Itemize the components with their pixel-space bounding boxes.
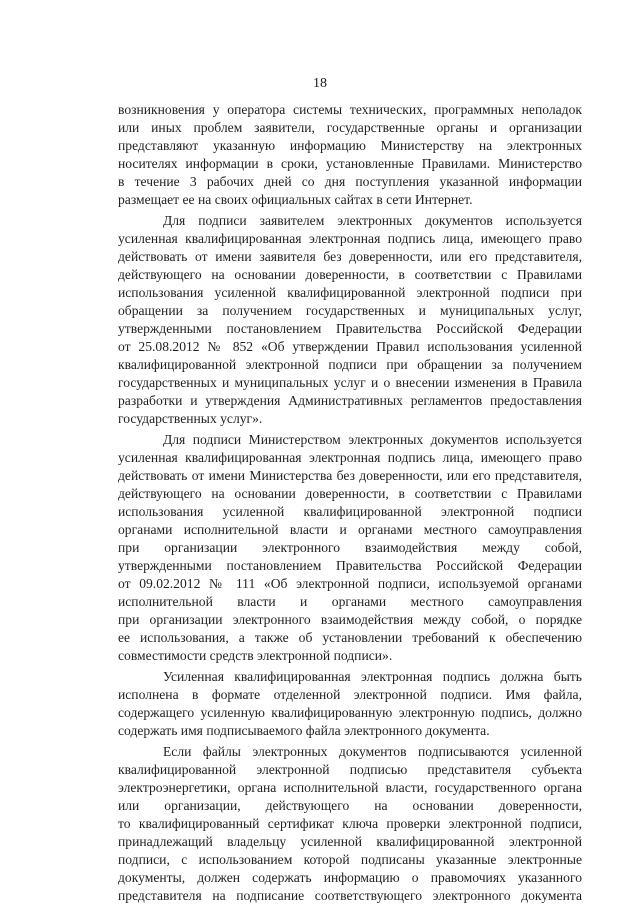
page-number: 18	[313, 76, 327, 91]
text-line: в течение 3 рабочих дней со дня поступления указанной информации	[118, 174, 582, 189]
text-line: действовать от имени Министерства без доверенности, или его представителя,	[118, 468, 582, 483]
text-line: использования усиленной квалифицированной электронной подписи	[118, 504, 582, 519]
text-line: исполнительной власти и органами местного самоуправления	[118, 594, 582, 609]
text-line: государственных услуг».	[118, 411, 263, 426]
text-line: электроэнергетики, органа исполнительной власти, государственного органа	[118, 780, 582, 795]
paragraph-first-line: Для подписи заявителем электронных документов используется	[163, 213, 582, 228]
text-line: содержащего усиленную квалифицированную электронную подпись, должно	[118, 705, 582, 720]
text-line: разработки и утверждения Административных регламентов предоставления	[118, 393, 582, 408]
text-line: органами исполнительной власти и органами местного самоуправления	[118, 522, 582, 537]
text-line: носителях информации в сроки, установленные Правилами. Министерство	[118, 156, 582, 171]
text-line: использования усиленной квалифицированной электронной подписи при	[118, 285, 582, 300]
paragraph-first-line: Усиленная квалифицированная электронная подпись должна быть	[163, 669, 582, 684]
text-line: представляют указанную информацию Министерству на электронных	[118, 138, 582, 153]
text-line: утвержденными постановлением Правительства Российской Федерации	[118, 321, 582, 336]
text-line: действующего на основании доверенности, в соответствии с Правилами	[118, 267, 582, 282]
text-line: подписи, с использованием которой подписаны указанные электронные	[118, 852, 582, 867]
text-line: от 09.02.2012 № 111 «Об электронной подписи, используемой органами	[118, 576, 582, 591]
text-line: при организации электронного взаимодействия между собой,	[118, 540, 582, 555]
text-line: то квалифицированный сертификат ключа проверки электронной подписи,	[118, 816, 582, 831]
text-line: действующего на основании доверенности, в соответствии с Правилами	[118, 486, 582, 501]
text-line: утвержденными постановлением Правительства Российской Федерации	[118, 558, 582, 573]
text-line: исполнена в формате отделенной электронной подписи. Имя файла,	[118, 687, 582, 702]
text-line: действовать от имени заявителя без доверенности, или его представителя,	[118, 249, 582, 264]
text-line: при организации электронного взаимодействия между собой, о порядке	[118, 612, 582, 627]
text-line: обращении за получением государственных и муниципальных услуг,	[118, 303, 582, 318]
text-line: квалифицированной электронной подписью представителя субъекта	[118, 762, 582, 777]
paragraph-first-line: Для подписи Министерством электронных документов используется	[163, 432, 582, 447]
text-line: ее использования, а также об установлении требований к обеспечению	[118, 630, 582, 645]
text-line: принадлежащий владельцу усиленной квалифицированной электронной	[118, 834, 582, 849]
text-line: возникновения у оператора системы технических, программных неполадок	[118, 102, 582, 117]
text-line: или организации, действующего на основании доверенности,	[118, 798, 582, 813]
text-line: содержать имя подписываемого файла электронного документа.	[118, 723, 490, 738]
text-line: или иных проблем заявители, государственные органы и организации	[118, 120, 582, 135]
text-line: квалифицированной электронной подписи при обращении за получением	[118, 357, 582, 372]
text-line: размещает ее на своих официальных сайтах в сети Интернет.	[118, 192, 473, 207]
text-line: усиленная квалифицированная электронная подпись лица, имеющего право	[118, 450, 582, 465]
paragraph-first-line: Если файлы электронных документов подписываются усиленной	[163, 744, 582, 759]
text-line: государственных и муниципальных услуг и о внесении изменения в Правила	[118, 375, 582, 390]
text-line: усиленная квалифицированная электронная подпись лица, имеющего право	[118, 231, 582, 246]
text-line: документы, должен содержать информацию о правомочиях указанного	[118, 870, 582, 885]
text-line: совместимости средств электронной подписи».	[118, 648, 393, 663]
text-line: представителя на подписание соответствующего электронного документа	[118, 888, 582, 903]
text-line: от 25.08.2012 № 852 «Об утверждении Правил использования усиленной	[118, 339, 582, 354]
